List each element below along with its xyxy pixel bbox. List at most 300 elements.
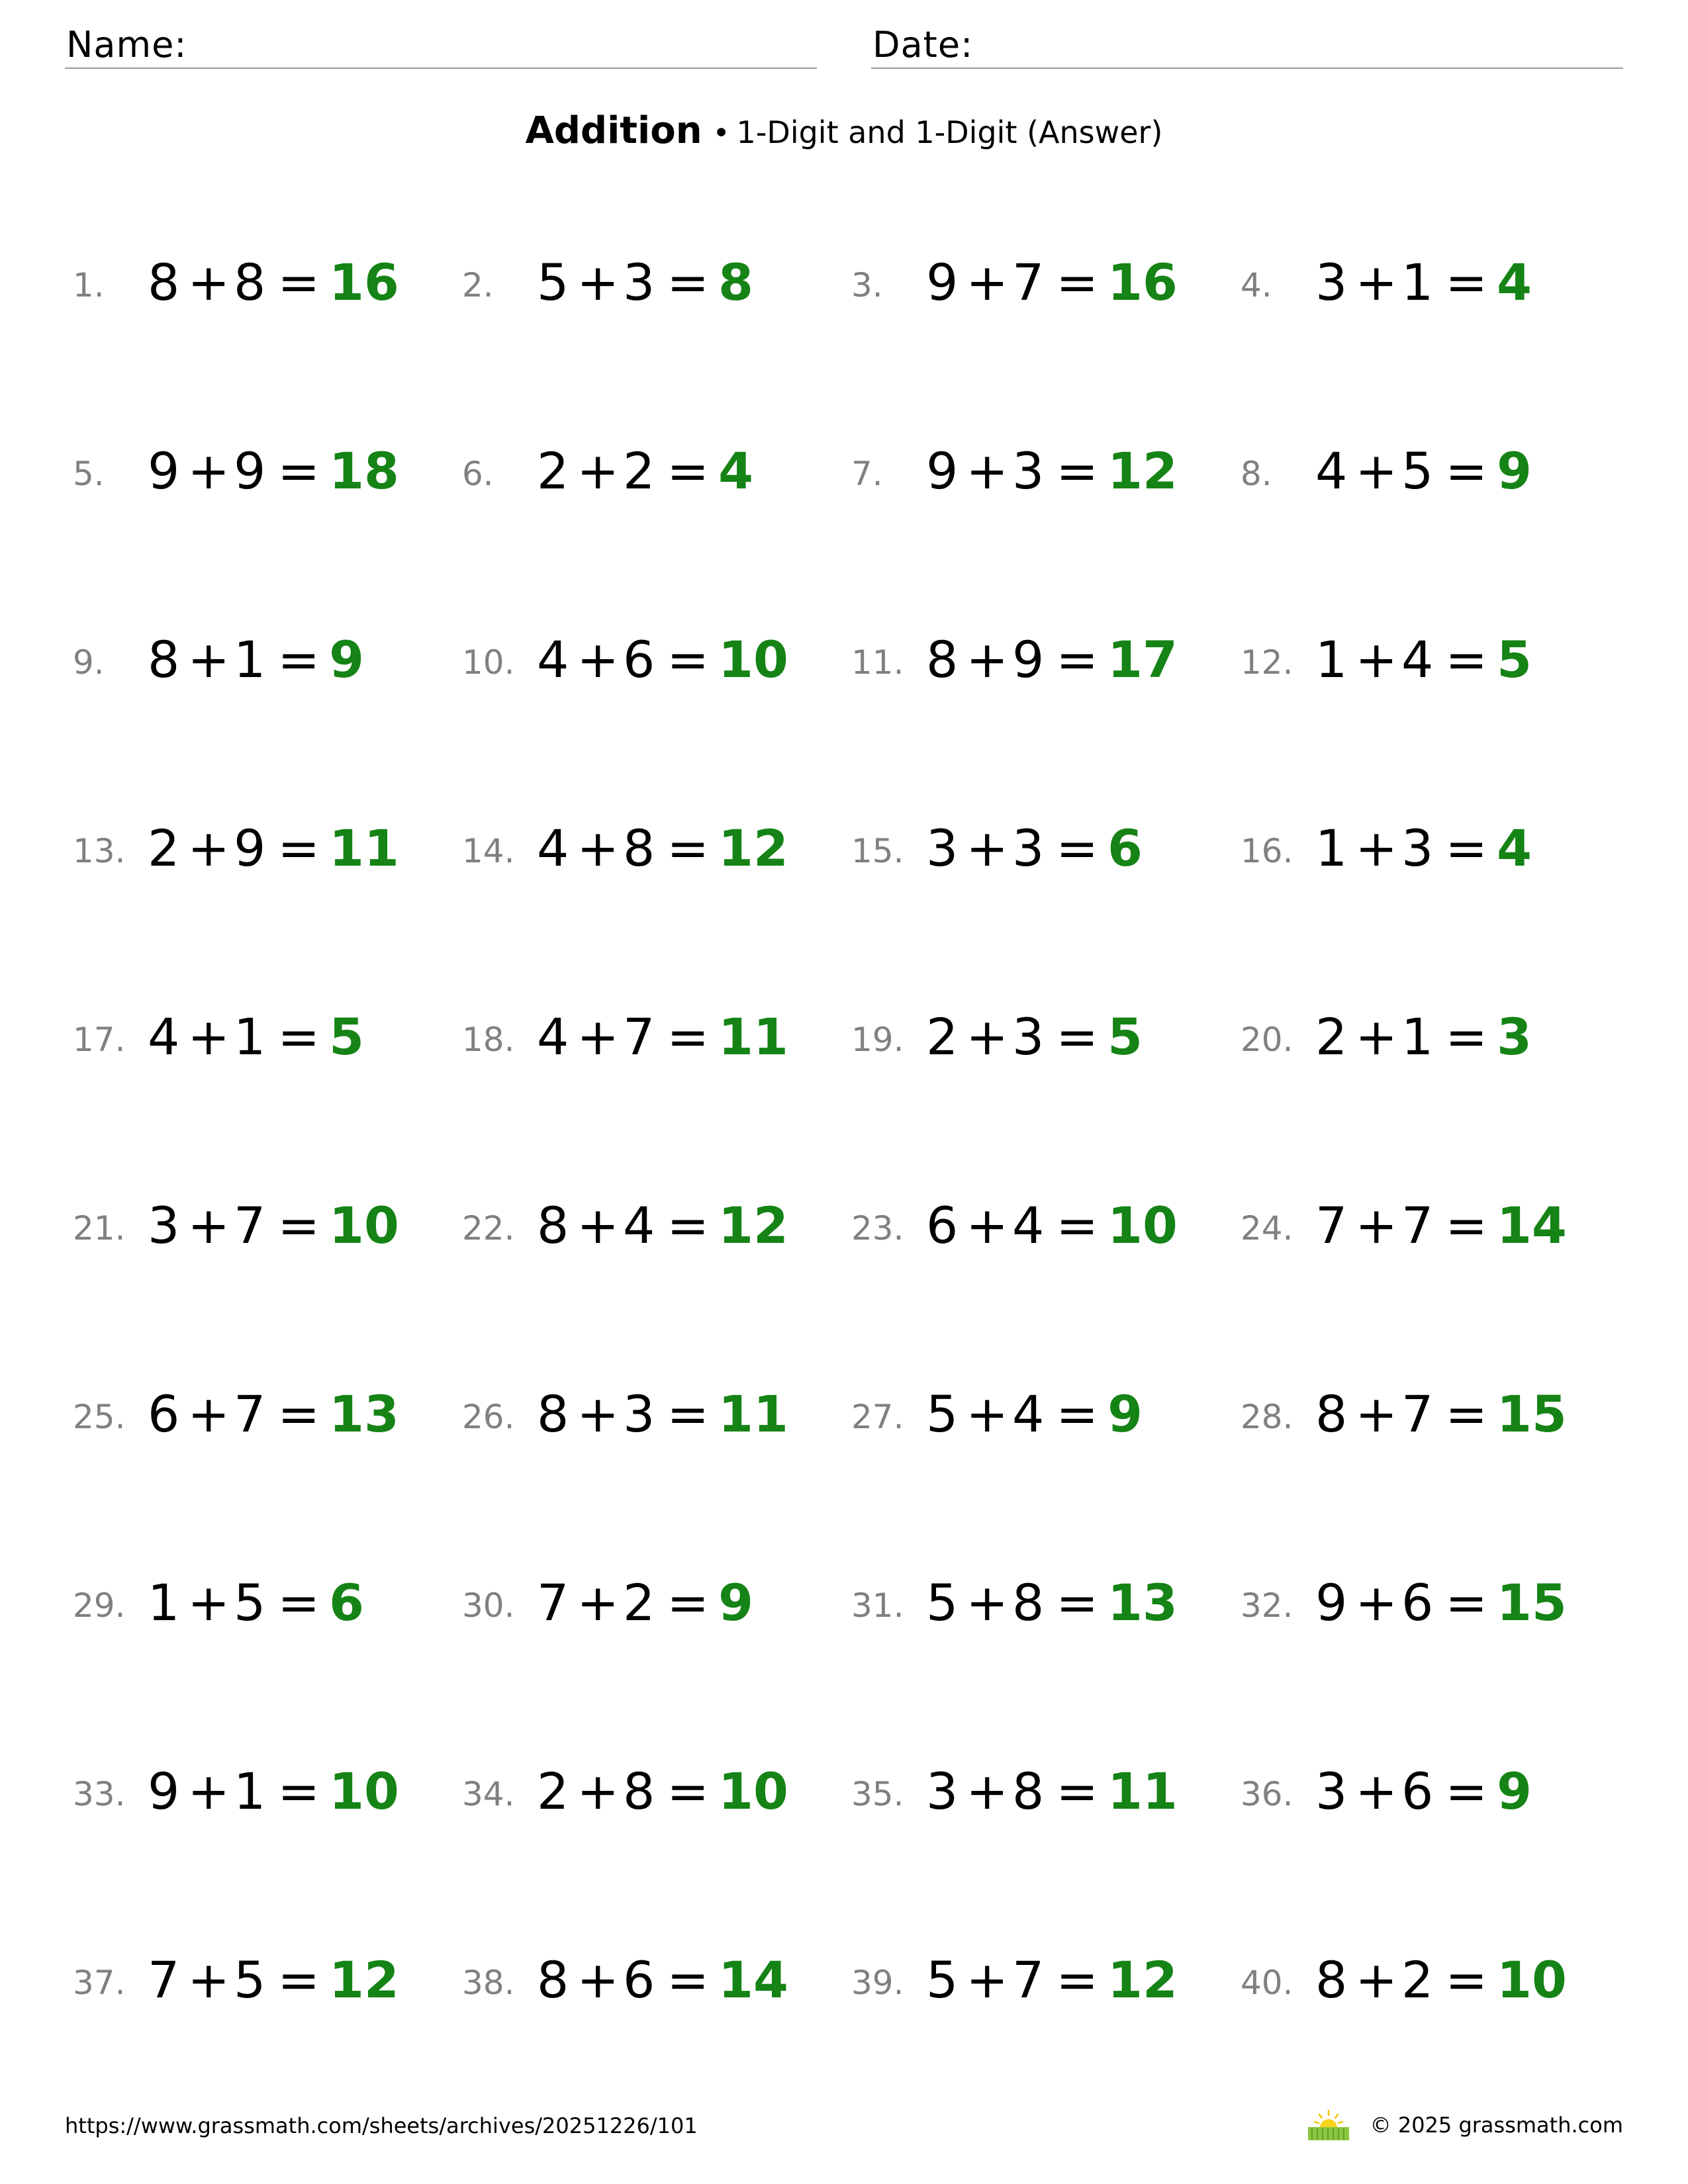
date-label: Date: [872, 24, 974, 66]
problem-expression [1315, 435, 1532, 508]
addend-a: 8 [537, 1196, 569, 1255]
plus-sign: + [577, 630, 620, 689]
plus-sign: + [187, 1385, 230, 1443]
date-field[interactable] [871, 23, 1623, 69]
answer: 12 [329, 1950, 399, 2009]
addend-a: 2 [926, 1007, 959, 1066]
problem-item [73, 623, 462, 696]
addend-a: 5 [537, 253, 569, 312]
problem-item [1241, 1189, 1630, 1262]
plus-sign: + [187, 441, 230, 500]
addend-b: 1 [234, 1007, 266, 1066]
problem-item [851, 1001, 1241, 1073]
equals-sign: = [667, 441, 710, 500]
equals-sign: = [667, 630, 710, 689]
plus-sign: + [966, 1196, 1009, 1255]
plus-sign: + [1355, 441, 1398, 500]
addend-a: 7 [537, 1573, 569, 1632]
problem-item [1241, 1378, 1630, 1451]
addend-a: 7 [1315, 1196, 1348, 1255]
problem-expression [1315, 1189, 1567, 1262]
problem-number: 32. [1241, 1586, 1293, 1625]
problem-number: 14. [462, 832, 515, 870]
addend-b: 9 [234, 441, 266, 500]
addend-a: 6 [148, 1385, 180, 1443]
addend-b: 9 [1012, 630, 1045, 689]
problem-number: 40. [1241, 1964, 1293, 2002]
problem-item [73, 1189, 462, 1262]
plus-sign: + [966, 441, 1009, 500]
problem-expression [148, 1378, 399, 1451]
addend-b: 5 [1401, 441, 1434, 500]
problem-number: 6. [462, 455, 494, 493]
answer: 9 [718, 1573, 753, 1632]
plus-sign: + [1355, 1385, 1398, 1443]
problem-number: 4. [1241, 266, 1272, 304]
answer: 9 [1497, 1762, 1532, 1821]
plus-sign: + [1355, 253, 1398, 312]
problem-expression [926, 246, 1178, 319]
addend-a: 4 [148, 1007, 180, 1066]
addend-b: 6 [623, 630, 655, 689]
equals-sign: = [667, 1385, 710, 1443]
plus-sign: + [1355, 1007, 1398, 1066]
equals-sign: = [1445, 819, 1488, 878]
addend-b: 1 [1401, 1007, 1434, 1066]
plus-sign: + [187, 1196, 230, 1255]
problem-number: 28. [1241, 1398, 1293, 1436]
addend-a: 8 [1315, 1950, 1348, 2009]
problem-expression [537, 1567, 753, 1639]
addend-a: 1 [148, 1573, 180, 1632]
problem-expression [926, 1567, 1178, 1639]
addend-b: 8 [234, 253, 266, 312]
problem-expression [148, 1189, 399, 1262]
addend-b: 3 [1012, 1007, 1045, 1066]
addend-a: 3 [148, 1196, 180, 1255]
plus-sign: + [187, 253, 230, 312]
answer: 11 [718, 1385, 788, 1443]
problem-expression [148, 1567, 364, 1639]
answer: 10 [329, 1762, 399, 1821]
equals-sign: = [277, 253, 320, 312]
problem-expression [537, 246, 753, 319]
problem-item [851, 623, 1241, 696]
equals-sign: = [1445, 441, 1488, 500]
equals-sign: = [1445, 1385, 1488, 1443]
plus-sign: + [1355, 630, 1398, 689]
answer: 13 [1107, 1573, 1178, 1632]
addend-b: 4 [623, 1196, 655, 1255]
answer: 10 [718, 630, 788, 689]
problem-item [1241, 623, 1630, 696]
problem-number: 27. [851, 1398, 904, 1436]
problem-number: 5. [73, 455, 105, 493]
problem-expression [1315, 1944, 1567, 2017]
problem-number: 33. [73, 1775, 126, 1813]
addend-b: 3 [1401, 819, 1434, 878]
plus-sign: + [577, 441, 620, 500]
problem-expression [537, 435, 753, 508]
problem-expression [148, 435, 399, 508]
plus-sign: + [187, 1762, 230, 1821]
problem-item [73, 1567, 462, 1639]
problem-item [462, 812, 851, 885]
problem-item [462, 435, 851, 508]
addend-a: 2 [1315, 1007, 1348, 1066]
problem-expression [1315, 1755, 1532, 1828]
equals-sign: = [277, 819, 320, 878]
problem-item [851, 1567, 1241, 1639]
addend-b: 2 [1401, 1950, 1434, 2009]
answer: 5 [1497, 630, 1532, 689]
problem-item [73, 1755, 462, 1828]
problem-item [462, 623, 851, 696]
problem-number: 2. [462, 266, 494, 304]
answer: 11 [718, 1007, 788, 1066]
equals-sign: = [277, 630, 320, 689]
answer: 13 [329, 1385, 399, 1443]
problem-number: 26. [462, 1398, 515, 1436]
addend-a: 1 [1315, 630, 1348, 689]
plus-sign: + [187, 1573, 230, 1632]
addend-a: 5 [926, 1950, 959, 2009]
answer: 10 [329, 1196, 399, 1255]
addend-b: 3 [623, 1385, 655, 1443]
plus-sign: + [577, 1573, 620, 1632]
plus-sign: + [577, 1762, 620, 1821]
problem-expression [1315, 623, 1532, 696]
answer: 3 [1497, 1007, 1532, 1066]
addend-b: 7 [234, 1196, 266, 1255]
addend-a: 9 [148, 1762, 180, 1821]
addend-a: 8 [926, 630, 959, 689]
answer: 6 [329, 1573, 364, 1632]
problem-item [462, 1189, 851, 1262]
name-label: Name: [66, 24, 187, 66]
addend-b: 3 [1012, 441, 1045, 500]
plus-sign: + [966, 1762, 1009, 1821]
answer: 6 [1107, 819, 1143, 878]
footer-right [1307, 2109, 1623, 2142]
problem-item [1241, 435, 1630, 508]
answer: 18 [329, 441, 399, 500]
addend-b: 3 [623, 253, 655, 312]
addend-b: 8 [1012, 1573, 1045, 1632]
problem-item [851, 246, 1241, 319]
equals-sign: = [1056, 1007, 1099, 1066]
problem-expression [148, 1755, 399, 1828]
plus-sign: + [966, 1385, 1009, 1443]
addend-b: 2 [623, 1573, 655, 1632]
answer: 10 [1497, 1950, 1567, 2009]
problem-expression [537, 1378, 788, 1451]
equals-sign: = [277, 1196, 320, 1255]
problem-number: 13. [73, 832, 126, 870]
problem-number: 21. [73, 1209, 126, 1248]
equals-sign: = [1445, 1762, 1488, 1821]
answer: 12 [718, 1196, 788, 1255]
addend-b: 1 [234, 630, 266, 689]
problem-expression [926, 1189, 1178, 1262]
equals-sign: = [1445, 1007, 1488, 1066]
answer: 14 [718, 1950, 788, 2009]
problem-item [462, 1567, 851, 1639]
problem-expression [1315, 812, 1532, 885]
equals-sign: = [667, 1573, 710, 1632]
answer: 5 [329, 1007, 364, 1066]
equals-sign: = [667, 1762, 710, 1821]
problem-number: 17. [73, 1021, 126, 1059]
addend-a: 3 [926, 819, 959, 878]
problem-number: 10. [462, 643, 515, 682]
answer: 8 [718, 253, 753, 312]
problem-number: 16. [1241, 832, 1293, 870]
addend-a: 9 [926, 253, 959, 312]
plus-sign: + [577, 1950, 620, 2009]
problem-number: 30. [462, 1586, 515, 1625]
problem-item [73, 435, 462, 508]
problem-number: 22. [462, 1209, 515, 1248]
addend-b: 7 [1012, 1950, 1045, 2009]
problem-expression [926, 1755, 1178, 1828]
addend-b: 8 [1012, 1762, 1045, 1821]
equals-sign: = [277, 441, 320, 500]
problem-expression [1315, 1567, 1567, 1639]
plus-sign: + [966, 1573, 1009, 1632]
answer: 4 [1497, 253, 1532, 312]
addend-b: 2 [623, 441, 655, 500]
equals-sign: = [1056, 1385, 1099, 1443]
addend-a: 8 [1315, 1385, 1348, 1443]
problem-expression [926, 1944, 1178, 2017]
answer: 11 [329, 819, 399, 878]
addend-a: 4 [537, 819, 569, 878]
problem-expression [537, 1755, 788, 1828]
addend-a: 5 [926, 1573, 959, 1632]
answer: 14 [1497, 1196, 1567, 1255]
equals-sign: = [1445, 1196, 1488, 1255]
addend-a: 6 [926, 1196, 959, 1255]
problem-item [73, 812, 462, 885]
addend-b: 6 [1401, 1573, 1434, 1632]
equals-sign: = [1445, 253, 1488, 312]
problem-expression [537, 812, 788, 885]
plus-sign: + [966, 253, 1009, 312]
plus-sign: + [966, 819, 1009, 878]
problem-expression [148, 1944, 399, 2017]
addend-b: 7 [1012, 253, 1045, 312]
addend-a: 8 [537, 1385, 569, 1443]
problem-item [462, 1944, 851, 2017]
problem-number: 3. [851, 266, 883, 304]
problem-expression [148, 1001, 364, 1073]
addend-a: 3 [1315, 1762, 1348, 1821]
addend-b: 5 [234, 1573, 266, 1632]
addend-a: 7 [148, 1950, 180, 2009]
problem-number: 23. [851, 1209, 904, 1248]
plus-sign: + [966, 1950, 1009, 2009]
equals-sign: = [1056, 630, 1099, 689]
addend-b: 9 [234, 819, 266, 878]
problem-expression [926, 1378, 1143, 1451]
problem-expression [148, 812, 399, 885]
plus-sign: + [966, 630, 1009, 689]
addend-b: 8 [623, 819, 655, 878]
equals-sign: = [1056, 819, 1099, 878]
problem-expression [926, 623, 1178, 696]
title-subtitle: 1-Digit and 1-Digit (Answer) [736, 114, 1163, 150]
plus-sign: + [187, 630, 230, 689]
problem-number: 1. [73, 266, 105, 304]
plus-sign: + [966, 1007, 1009, 1066]
problem-number: 39. [851, 1964, 904, 2002]
plus-sign: + [1355, 1762, 1398, 1821]
problem-expression [537, 623, 788, 696]
answer: 9 [1107, 1385, 1143, 1443]
problem-item [1241, 1944, 1630, 2017]
equals-sign: = [667, 819, 710, 878]
addend-b: 6 [623, 1950, 655, 2009]
grass-sun-logo-icon [1307, 2109, 1350, 2141]
answer: 4 [718, 441, 753, 500]
answer: 12 [1107, 1950, 1178, 2009]
problem-item [73, 246, 462, 319]
problem-expression [1315, 246, 1532, 319]
answer: 12 [718, 819, 788, 878]
problem-expression [1315, 1378, 1567, 1451]
problem-expression [537, 1189, 788, 1262]
addend-a: 9 [148, 441, 180, 500]
equals-sign: = [1056, 1762, 1099, 1821]
problem-number: 25. [73, 1398, 126, 1436]
problem-number: 29. [73, 1586, 126, 1625]
answer: 9 [329, 630, 364, 689]
problem-number: 38. [462, 1964, 515, 2002]
addend-a: 2 [148, 819, 180, 878]
copyright-text: © 2025 grassmath.com [1370, 2113, 1623, 2138]
addend-a: 8 [148, 630, 180, 689]
problem-item [462, 1378, 851, 1451]
equals-sign: = [1056, 1196, 1099, 1255]
answer: 9 [1497, 441, 1532, 500]
addend-b: 4 [1012, 1196, 1045, 1255]
addend-a: 1 [1315, 819, 1348, 878]
problem-item [851, 435, 1241, 508]
problem-item [462, 1755, 851, 1828]
problem-expression [537, 1001, 788, 1073]
problem-item [1241, 246, 1630, 319]
problem-number: 35. [851, 1775, 904, 1813]
plus-sign: + [1355, 1573, 1398, 1632]
plus-sign: + [577, 1007, 620, 1066]
plus-sign: + [577, 819, 620, 878]
addend-b: 5 [234, 1950, 266, 2009]
problem-number: 36. [1241, 1775, 1293, 1813]
equals-sign: = [1056, 1950, 1099, 2009]
equals-sign: = [1445, 630, 1488, 689]
plus-sign: + [1355, 1196, 1398, 1255]
problem-item [851, 1189, 1241, 1262]
addend-a: 4 [537, 630, 569, 689]
equals-sign: = [667, 1007, 710, 1066]
problem-number: 9. [73, 643, 105, 682]
problem-number: 20. [1241, 1021, 1293, 1059]
addend-b: 7 [1401, 1385, 1434, 1443]
problem-item [73, 1944, 462, 2017]
equals-sign: = [1056, 253, 1099, 312]
problem-item [462, 1001, 851, 1073]
plus-sign: + [187, 819, 230, 878]
addend-b: 1 [1401, 253, 1434, 312]
plus-sign: + [577, 1196, 620, 1255]
problem-grid [73, 246, 1635, 2132]
problem-number: 37. [73, 1964, 126, 2002]
answer: 10 [718, 1762, 788, 1821]
equals-sign: = [1056, 441, 1099, 500]
equals-sign: = [1056, 1573, 1099, 1632]
plus-sign: + [1355, 819, 1398, 878]
problem-expression [537, 1944, 788, 2017]
plus-sign: + [577, 1385, 620, 1443]
problem-number: 11. [851, 643, 904, 682]
problem-item [1241, 812, 1630, 885]
equals-sign: = [277, 1950, 320, 2009]
footer-url: https://www.grassmath.com/sheets/archives/20251226/101 [65, 2113, 698, 2138]
problem-expression [926, 1001, 1143, 1073]
problem-item [1241, 1567, 1630, 1639]
equals-sign: = [667, 253, 710, 312]
addend-a: 8 [148, 253, 180, 312]
answer: 16 [329, 253, 399, 312]
answer: 10 [1107, 1196, 1178, 1255]
equals-sign: = [1445, 1950, 1488, 2009]
title-separator: • [712, 116, 730, 150]
answer: 12 [1107, 441, 1178, 500]
answer: 15 [1497, 1573, 1567, 1632]
problem-item [851, 1944, 1241, 2017]
problem-number: 12. [1241, 643, 1293, 682]
answer: 17 [1107, 630, 1178, 689]
problem-number: 31. [851, 1586, 904, 1625]
problem-item [73, 1001, 462, 1073]
addend-a: 4 [1315, 441, 1348, 500]
addend-b: 7 [1401, 1196, 1434, 1255]
addend-a: 3 [1315, 253, 1348, 312]
addend-b: 4 [1401, 630, 1434, 689]
equals-sign: = [667, 1196, 710, 1255]
addend-a: 4 [537, 1007, 569, 1066]
addend-a: 9 [926, 441, 959, 500]
problem-number: 8. [1241, 455, 1272, 493]
equals-sign: = [277, 1573, 320, 1632]
problem-item [462, 246, 851, 319]
problem-item [851, 812, 1241, 885]
name-field[interactable] [65, 23, 817, 69]
title-main: Addition [525, 109, 702, 152]
problem-expression [148, 246, 399, 319]
problem-item [851, 1755, 1241, 1828]
problem-number: 19. [851, 1021, 904, 1059]
addend-b: 7 [234, 1385, 266, 1443]
problem-expression [148, 623, 364, 696]
worksheet-title [0, 105, 1688, 166]
answer: 4 [1497, 819, 1532, 878]
answer: 5 [1107, 1007, 1143, 1066]
problem-item [73, 1378, 462, 1451]
equals-sign: = [277, 1762, 320, 1821]
equals-sign: = [277, 1007, 320, 1066]
